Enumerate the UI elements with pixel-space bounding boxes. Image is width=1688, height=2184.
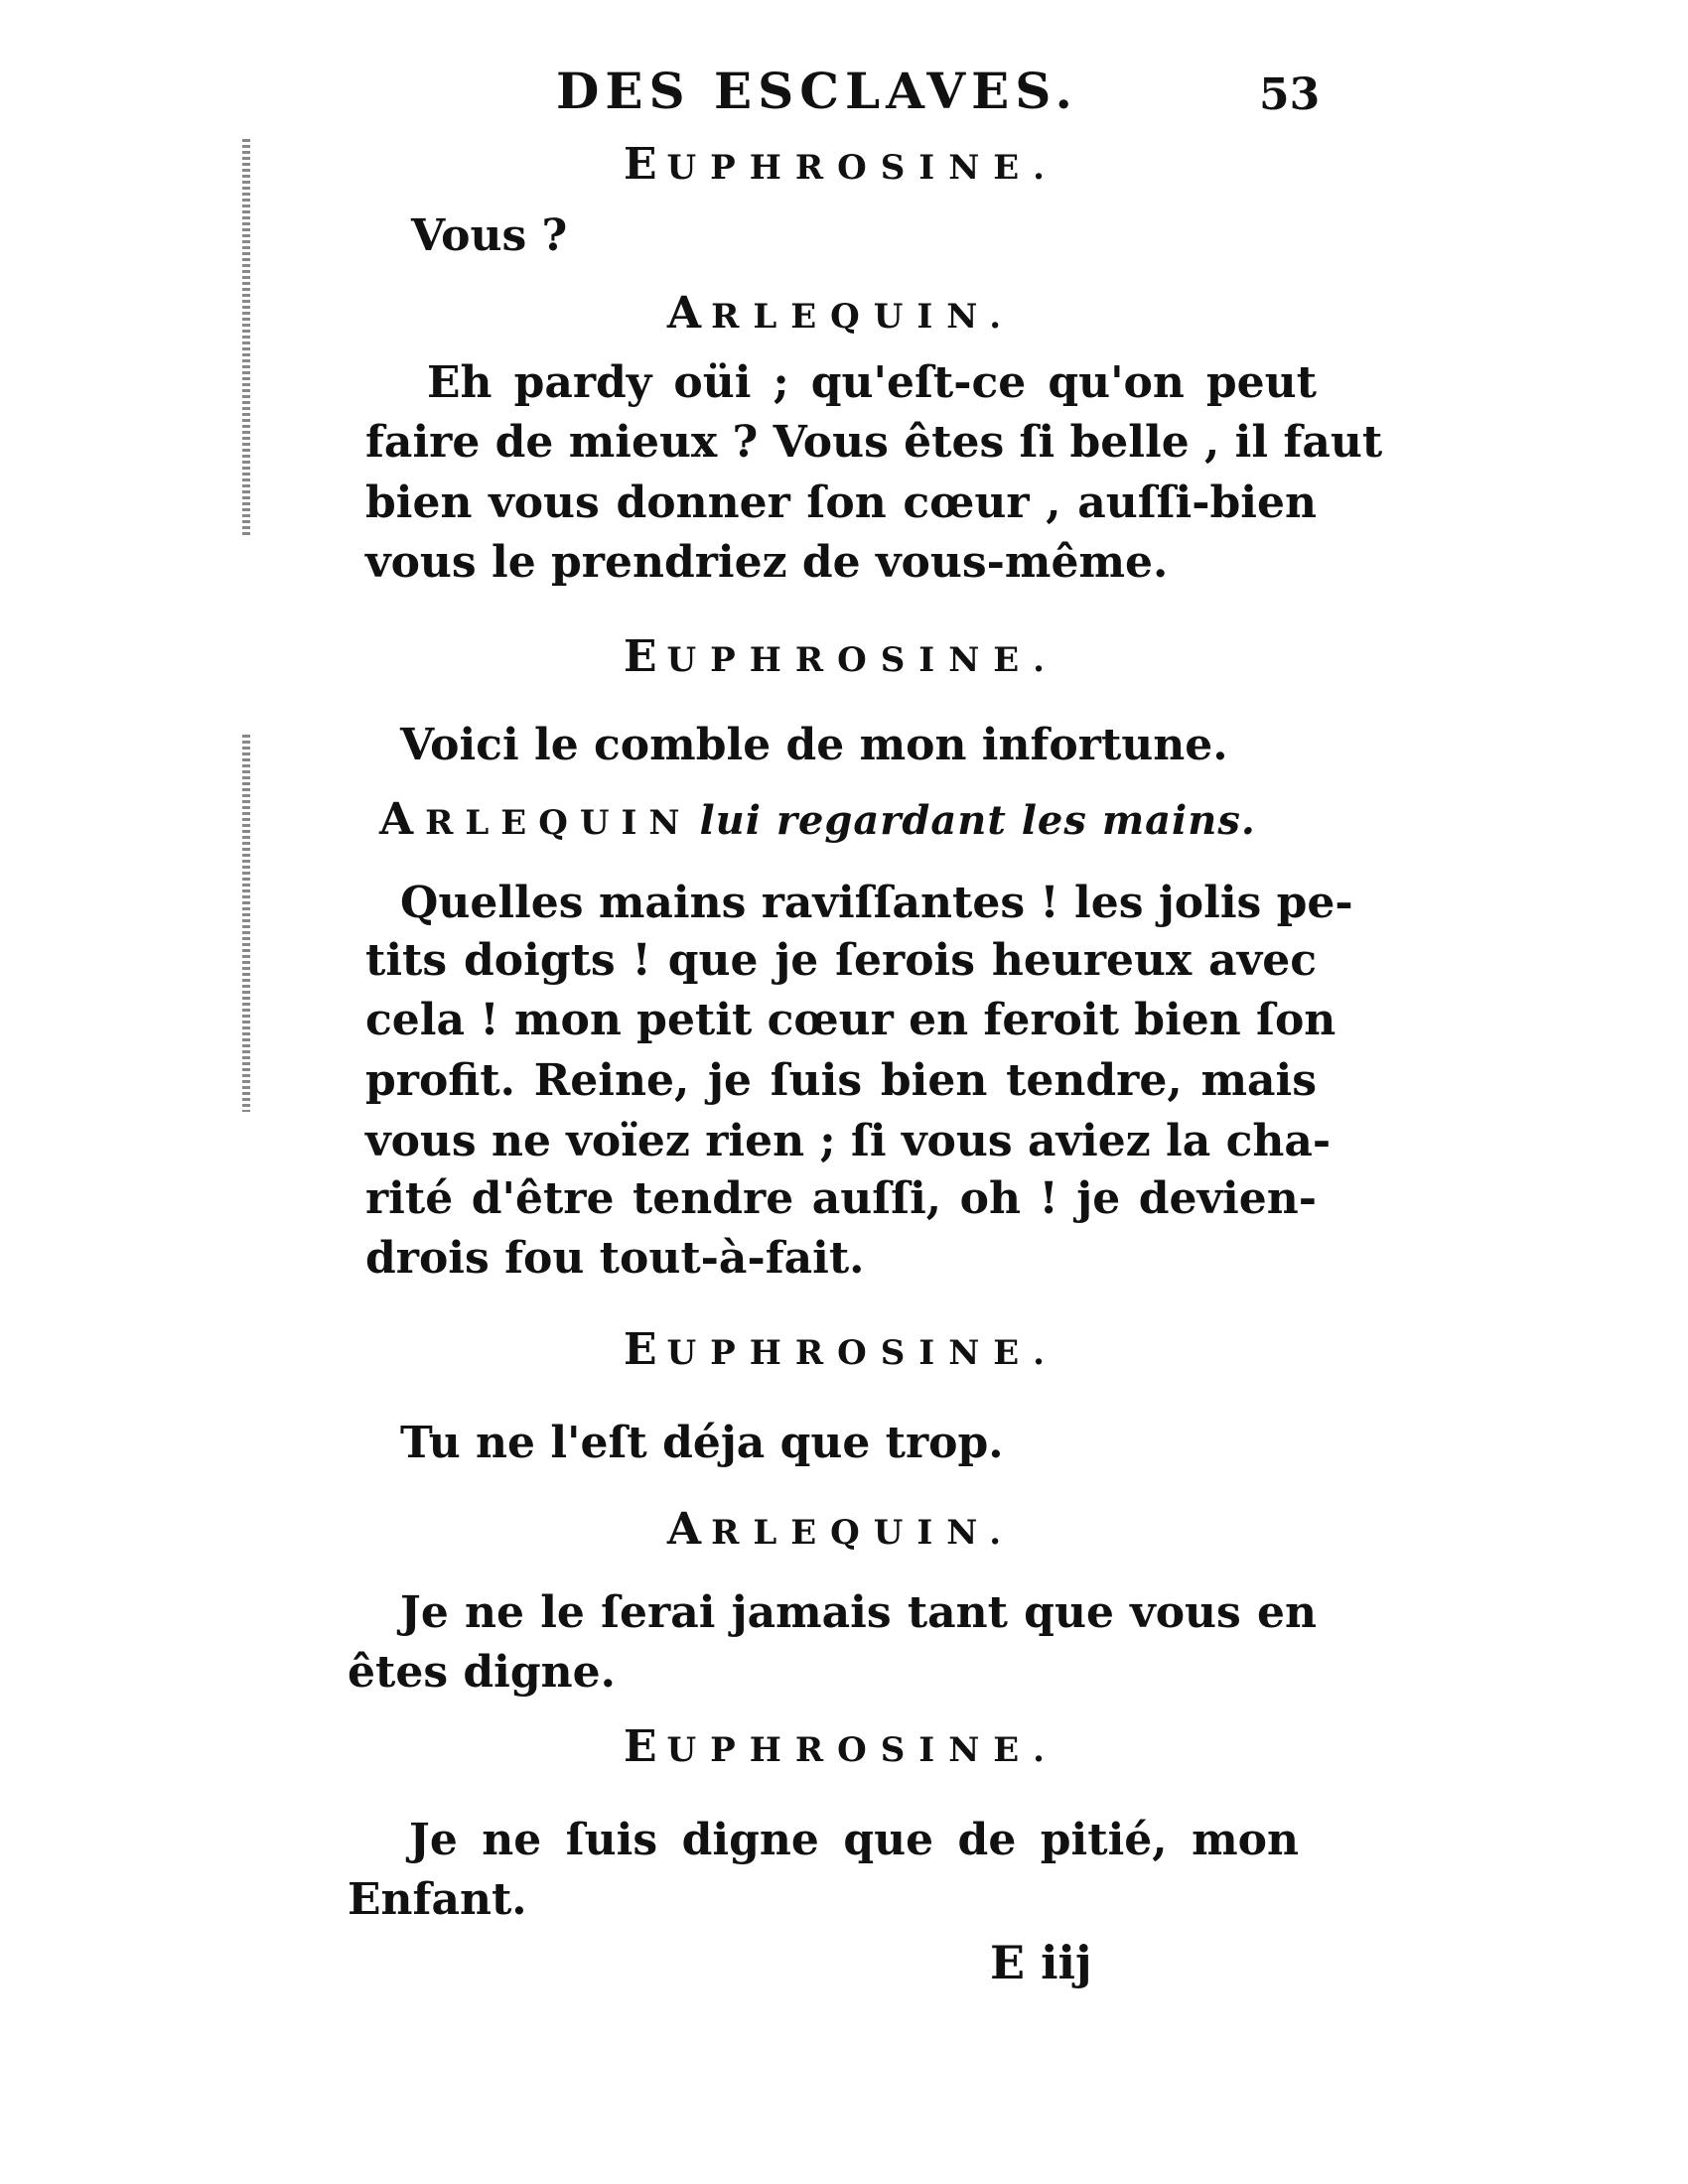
page-number: 53 <box>1259 69 1321 120</box>
speaker-heading <box>365 288 1317 339</box>
speaker-heading <box>365 1504 1317 1555</box>
speaker-initial: E <box>623 1721 667 1772</box>
running-title: DES ESCLAVES. <box>556 62 1078 120</box>
dialogue-line: vous ne voïez rien ; ſi vous aviez la cha- <box>365 1116 1332 1166</box>
speaker-heading <box>365 1721 1317 1772</box>
speaker-initial: A <box>666 1504 712 1555</box>
speaker-name: UPHROSINE. <box>666 1333 1059 1373</box>
dialogue-line: drois fou tout-à-fait. <box>365 1233 865 1284</box>
speaker-initial: A <box>666 288 712 339</box>
speaker-initial: E <box>623 1324 667 1375</box>
speaker-heading <box>365 1324 1317 1375</box>
dialogue-line: Quelles mains raviſſantes ! les jolis pe- <box>400 878 1353 928</box>
speaker-name: RLEQUIN. <box>711 297 1016 337</box>
speaker-initial: A <box>379 794 426 845</box>
dialogue-line: tits doigts ! que je ſerois heureux avec <box>365 935 1317 986</box>
dialogue-line: êtes digne. <box>348 1647 616 1698</box>
speaker-name: UPHROSINE. <box>666 1730 1059 1770</box>
dialogue-line: Je ne ſuis digne que de pitié, mon <box>409 1815 1299 1865</box>
speaker-heading <box>365 631 1317 682</box>
dialogue-line: rité d'être tendre auſſi, oh ! je devien- <box>365 1173 1317 1224</box>
speaker-name: RLEQUIN. <box>711 1513 1016 1553</box>
margin-binding-mark <box>242 735 250 1112</box>
signature-mark: E iij <box>990 1936 1092 1989</box>
margin-binding-mark <box>242 139 250 536</box>
speaker-initial: E <box>623 139 667 190</box>
speaker-name: RLEQUIN <box>425 803 692 843</box>
dialogue-line: faire de mieux ? Vous êtes ſi belle , il faut <box>365 417 1383 468</box>
dialogue-line: Tu ne l'eſt déja que trop. <box>400 1418 1004 1468</box>
dialogue-line: vous le prendriez de vous-même. <box>365 537 1169 588</box>
dialogue-line: Enfant. <box>348 1874 527 1925</box>
stage-direction: lui regardant les mains. <box>699 797 1256 844</box>
speaker-name: UPHROSINE. <box>666 148 1059 188</box>
dialogue-line: profit. Reine, je ſuis bien tendre, mais <box>365 1055 1317 1106</box>
speaker-heading-with-direction <box>379 794 1317 845</box>
dialogue-line: Vous ? <box>411 210 568 261</box>
speaker-initial: E <box>623 631 667 682</box>
dialogue-line: Eh pardy oüi ; qu'eſt-ce qu'on peut <box>427 357 1317 408</box>
dialogue-line: Je ne le ſerai jamais tant que vous en <box>400 1587 1317 1638</box>
dialogue-line: cela ! mon petit cœur en feroit bien ſon <box>365 995 1336 1045</box>
speaker-name: UPHROSINE. <box>666 640 1059 680</box>
dialogue-line: bien vous donner ſon cœur , auſſi-bien <box>365 478 1317 528</box>
dialogue-line: Voici le comble de mon infortune. <box>400 720 1228 770</box>
speaker-heading <box>365 139 1317 190</box>
